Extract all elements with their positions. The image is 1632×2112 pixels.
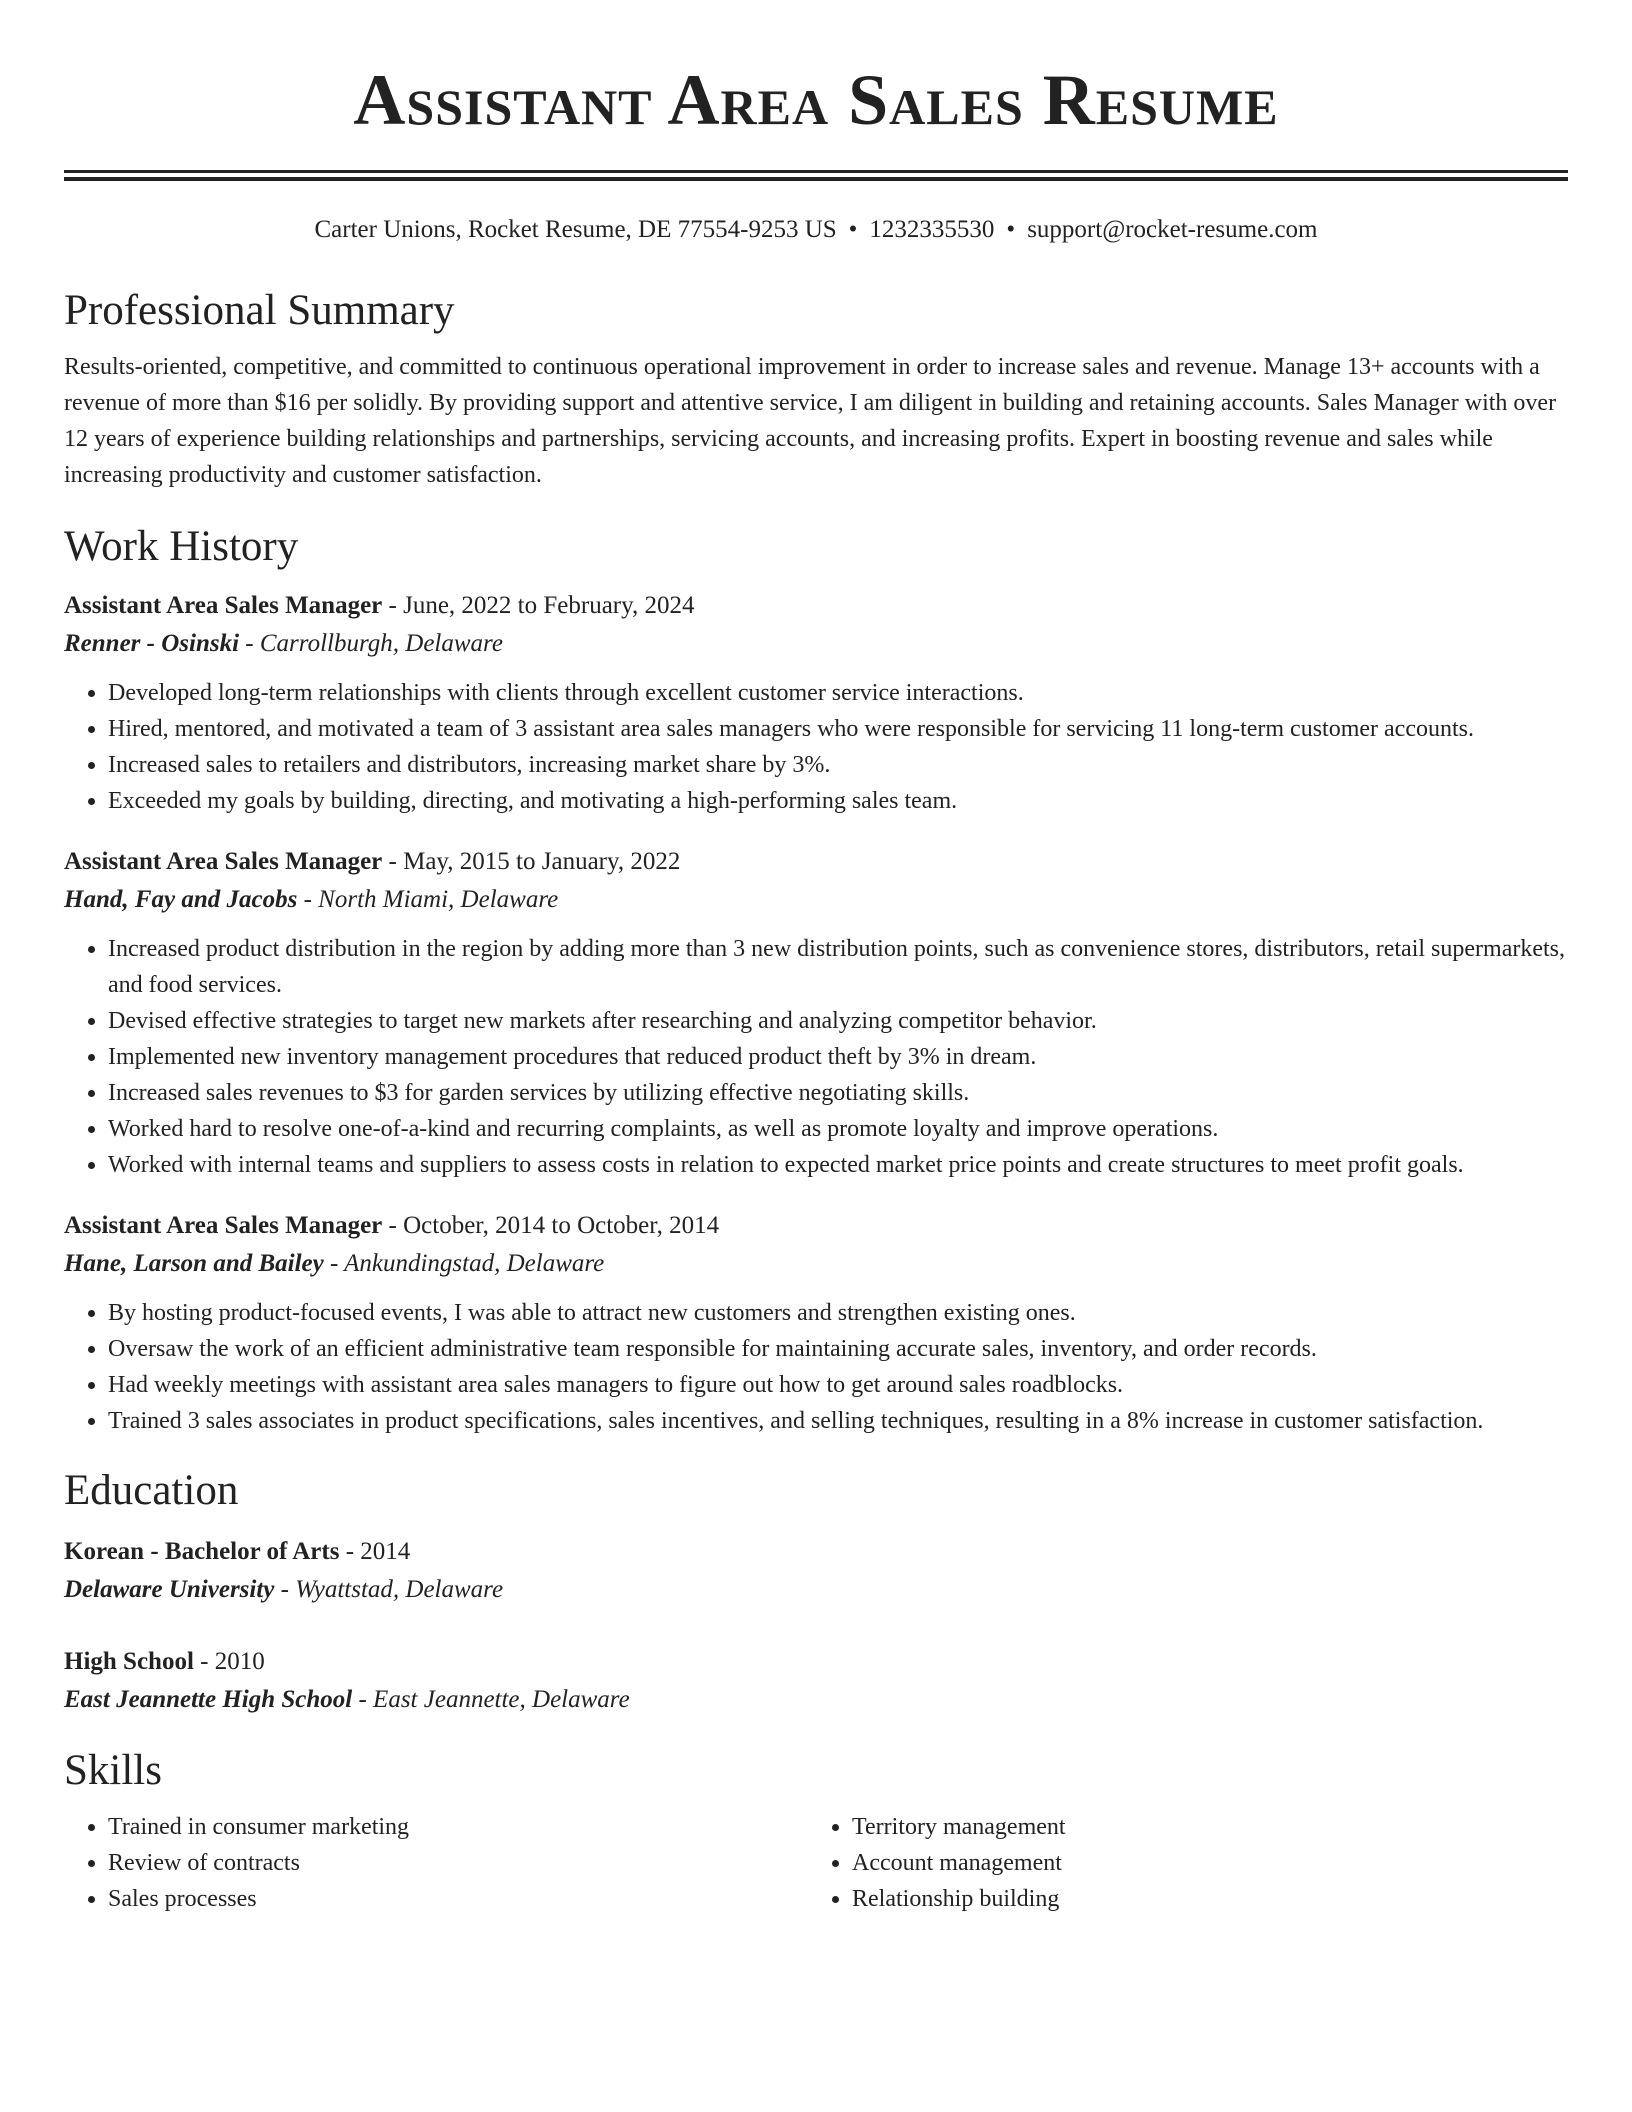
- list-item: • Increased product distribution in the region by adding more than 3 new distribution points, such as convenience stores, distributors, retail supermarkets, and food services.: [108, 931, 1568, 1003]
- skills-heading: Skills: [64, 1747, 162, 1794]
- graduation-year: - 2010: [193, 1648, 265, 1675]
- job-dates: - October, 2014 to October, 2014: [382, 1212, 720, 1239]
- skill-item: • Account management: [852, 1845, 1552, 1881]
- job-entry: [64, 1207, 1568, 1439]
- skills-column-right: [808, 1809, 1552, 1917]
- school-name: East Jeannette High School: [64, 1686, 353, 1713]
- job-company: Renner - Osinski: [64, 630, 240, 657]
- job-dates: - June, 2022 to February, 2024: [382, 592, 695, 619]
- list-item: • Trained 3 sales associates in product specifications, sales incentives, and selling techniques, resulting in a 8% increase in customer satisfaction.: [108, 1403, 1568, 1439]
- list-item: • Worked hard to resolve one-of-a-kind and recurring complaints, as well as promote loyalty and improve operations.: [108, 1111, 1568, 1147]
- list-item: • Devised effective strategies to target new markets after researching and analyzing competitor behavior.: [108, 1003, 1568, 1039]
- degree: Korean - Bachelor of Arts: [64, 1538, 340, 1565]
- job-title-line: [64, 843, 1568, 881]
- job-bullets: [64, 675, 1568, 819]
- degree-line: [64, 1533, 1568, 1571]
- job-company: Hane, Larson and Bailey: [64, 1250, 324, 1277]
- job-location: - Carrollburgh, Delaware: [239, 630, 503, 657]
- work-history-heading: Work History: [64, 523, 299, 570]
- list-item: • Hired, mentored, and motivated a team of 3 assistant area sales managers who were responsible for servicing 11 long-term customer accounts.: [108, 711, 1568, 747]
- school-location: - East Jeannette, Delaware: [352, 1686, 630, 1713]
- skill-item: • Review of contracts: [108, 1845, 808, 1881]
- job-dates: - May, 2015 to January, 2022: [382, 848, 681, 875]
- school-line: [64, 1571, 1568, 1609]
- job-company-line: [64, 1245, 1568, 1283]
- summary-text: Results-oriented, competitive, and committed to continuous operational improvement in order to increase sales and revenue. Manage 13+ accounts with a revenue of more than $16 per solidly. By providing support and attentive service, I am diligent in building and retaining accounts. Sales Manager with over 12 years of experience building relationships and partnerships, servicing accounts, and increasing profits. Expert in boosting revenue and sales while increasing productivity and customer satisfaction.: [64, 354, 1557, 488]
- contact-separator: •: [1006, 216, 1016, 243]
- contact-address: Carter Unions, Rocket Resume, DE 77554-9253 US: [314, 216, 837, 243]
- job-title-line: [64, 587, 1568, 625]
- list-item: • Had weekly meetings with assistant area sales managers to figure out how to get around sales roadblocks.: [108, 1367, 1568, 1403]
- education-entry: [64, 1643, 1568, 1719]
- skill-item: • Sales processes: [108, 1881, 808, 1917]
- list-item: • Worked with internal teams and suppliers to assess costs in relation to expected market price points and create structures to meet profit goals.: [108, 1147, 1568, 1183]
- contact-email: support@rocket-resume.com: [1027, 216, 1318, 243]
- resume-title: Assistant Area Sales Resume: [353, 60, 1279, 140]
- contact-phone: 1232335530: [869, 216, 995, 243]
- job-company: Hand, Fay and Jacobs: [64, 886, 298, 913]
- job-location: - North Miami, Delaware: [297, 886, 559, 913]
- list-item: • Exceeded my goals by building, directing, and motivating a high-performing sales team.: [108, 783, 1568, 819]
- education-heading: Education: [64, 1467, 239, 1514]
- skill-item: • Trained in consumer marketing: [108, 1809, 808, 1845]
- skill-item: • Territory management: [852, 1809, 1552, 1845]
- job-location: - Ankundingstad, Delaware: [323, 1250, 605, 1277]
- list-item: • Increased sales to retailers and distributors, increasing market share by 3%.: [108, 747, 1568, 783]
- skills-column-left: [64, 1809, 808, 1917]
- job-bullets: [64, 1295, 1568, 1439]
- school-name: Delaware University: [64, 1576, 275, 1603]
- school-line: [64, 1681, 1568, 1719]
- skill-item: • Relationship building: [852, 1881, 1552, 1917]
- job-company-line: [64, 881, 1568, 919]
- title-divider: [64, 170, 1568, 181]
- job-title: Assistant Area Sales Manager: [64, 848, 383, 875]
- education-entry: [64, 1533, 1568, 1609]
- degree-line: [64, 1643, 1568, 1681]
- list-item: • Implemented new inventory management procedures that reduced product theft by 3% in dream.: [108, 1039, 1568, 1075]
- job-entry: [64, 843, 1568, 1183]
- contact-separator: •: [848, 216, 858, 243]
- list-item: • Oversaw the work of an efficient administrative team responsible for maintaining accurate sales, inventory, and order records.: [108, 1331, 1568, 1367]
- job-title: Assistant Area Sales Manager: [64, 1212, 383, 1239]
- graduation-year: - 2014: [339, 1538, 411, 1565]
- degree: High School: [64, 1648, 194, 1675]
- job-entry: [64, 587, 1568, 819]
- list-item: • Developed long-term relationships with clients through excellent customer service interactions.: [108, 675, 1568, 711]
- job-company-line: [64, 625, 1568, 663]
- list-item: • By hosting product-focused events, I was able to attract new customers and strengthen existing ones.: [108, 1295, 1568, 1331]
- skills-list: [64, 1809, 1568, 1917]
- contact-line: [64, 213, 1568, 247]
- job-title: Assistant Area Sales Manager: [64, 592, 383, 619]
- job-title-line: [64, 1207, 1568, 1245]
- school-location: - Wyattstad, Delaware: [274, 1576, 504, 1603]
- job-bullets: [64, 931, 1568, 1183]
- summary-heading: Professional Summary: [64, 287, 455, 334]
- list-item: • Increased sales revenues to $3 for garden services by utilizing effective negotiating skills.: [108, 1075, 1568, 1111]
